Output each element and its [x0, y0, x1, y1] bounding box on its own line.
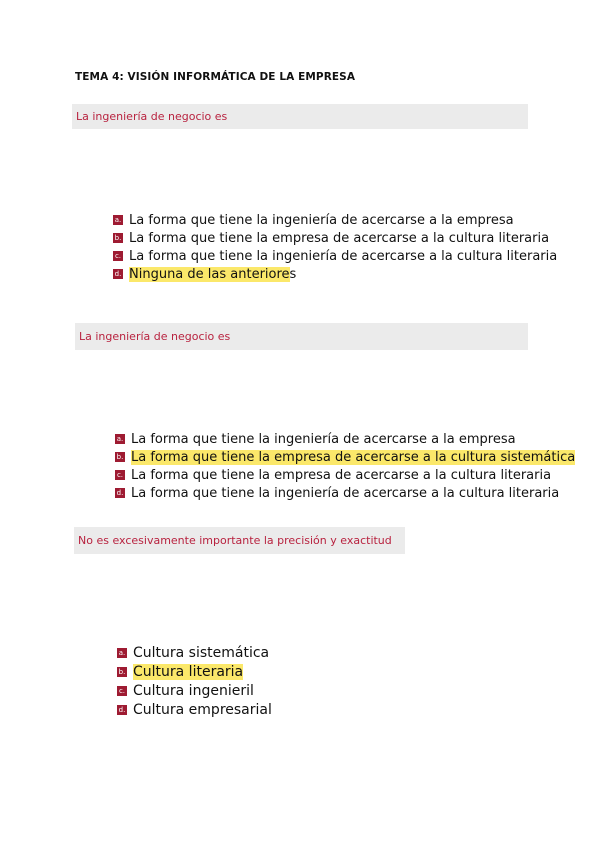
- option-text: La forma que tiene la ingeniería de acercarse a la cultura literaria: [131, 485, 560, 501]
- option-2b-selected[interactable]: [115, 448, 575, 466]
- option-2c[interactable]: [115, 466, 575, 484]
- option-letter-badge: a.: [118, 648, 126, 657]
- option-text: Cultura sistemática: [133, 644, 270, 661]
- option-1a[interactable]: [113, 211, 557, 229]
- question-3-options: [117, 643, 272, 719]
- option-text-highlighted: Ninguna de las anteriore: [129, 266, 290, 282]
- question-3-prompt: [74, 527, 405, 554]
- option-text-highlighted: Cultura literaria: [133, 663, 244, 680]
- option-3d[interactable]: [117, 700, 272, 719]
- option-text: La forma que tiene la ingeniería de acercarse a la empresa: [131, 431, 516, 447]
- option-2a[interactable]: [115, 430, 575, 448]
- option-letter-badge: c.: [116, 471, 124, 479]
- option-3a[interactable]: [117, 643, 272, 662]
- option-letter-badge: a.: [116, 435, 124, 443]
- option-text: Cultura empresarial: [133, 701, 272, 718]
- option-1d-selected[interactable]: [113, 265, 557, 283]
- question-3-text: No es excesivamente importante la precisión y exactitud: [78, 534, 392, 547]
- option-text-highlighted: La forma que tiene la empresa de acercarse a la cultura sistemática: [131, 449, 576, 465]
- option-1c[interactable]: [113, 247, 557, 265]
- option-letter-badge: a.: [114, 216, 122, 224]
- option-letter-badge: b.: [114, 234, 122, 242]
- option-letter-badge: d.: [114, 270, 122, 278]
- option-letter-badge: d.: [118, 705, 126, 714]
- option-letter-badge: b.: [116, 453, 124, 461]
- option-text: La forma que tiene la ingeniería de acercarse a la empresa: [129, 212, 514, 228]
- question-1-text: La ingeniería de negocio es: [76, 110, 228, 123]
- option-text: La forma que tiene la empresa de acercarse a la cultura literaria: [131, 467, 552, 483]
- option-text: La forma que tiene la empresa de acercarse a la cultura literaria: [129, 230, 550, 246]
- option-letter-badge: c.: [114, 252, 122, 260]
- option-text: La forma que tiene la ingeniería de acercarse a la cultura literaria: [129, 248, 558, 264]
- option-letter-badge: d.: [116, 489, 124, 497]
- question-1-prompt: [72, 104, 528, 129]
- option-2d[interactable]: [115, 484, 575, 502]
- question-2-options: [115, 430, 575, 502]
- option-text: Cultura ingenieril: [133, 682, 254, 699]
- option-1b[interactable]: [113, 229, 557, 247]
- option-letter-badge: b.: [118, 667, 126, 676]
- question-1-options: [113, 211, 557, 283]
- option-3c[interactable]: [117, 681, 272, 700]
- question-2-text: La ingeniería de negocio es: [79, 330, 231, 343]
- page-title: TEMA 4: VISIÓN INFORMÁTICA DE LA EMPRESA: [75, 71, 356, 83]
- option-3b-selected[interactable]: [117, 662, 272, 681]
- question-2-prompt: [75, 323, 528, 350]
- option-letter-badge: c.: [118, 686, 126, 695]
- option-text-rest: s: [289, 266, 297, 282]
